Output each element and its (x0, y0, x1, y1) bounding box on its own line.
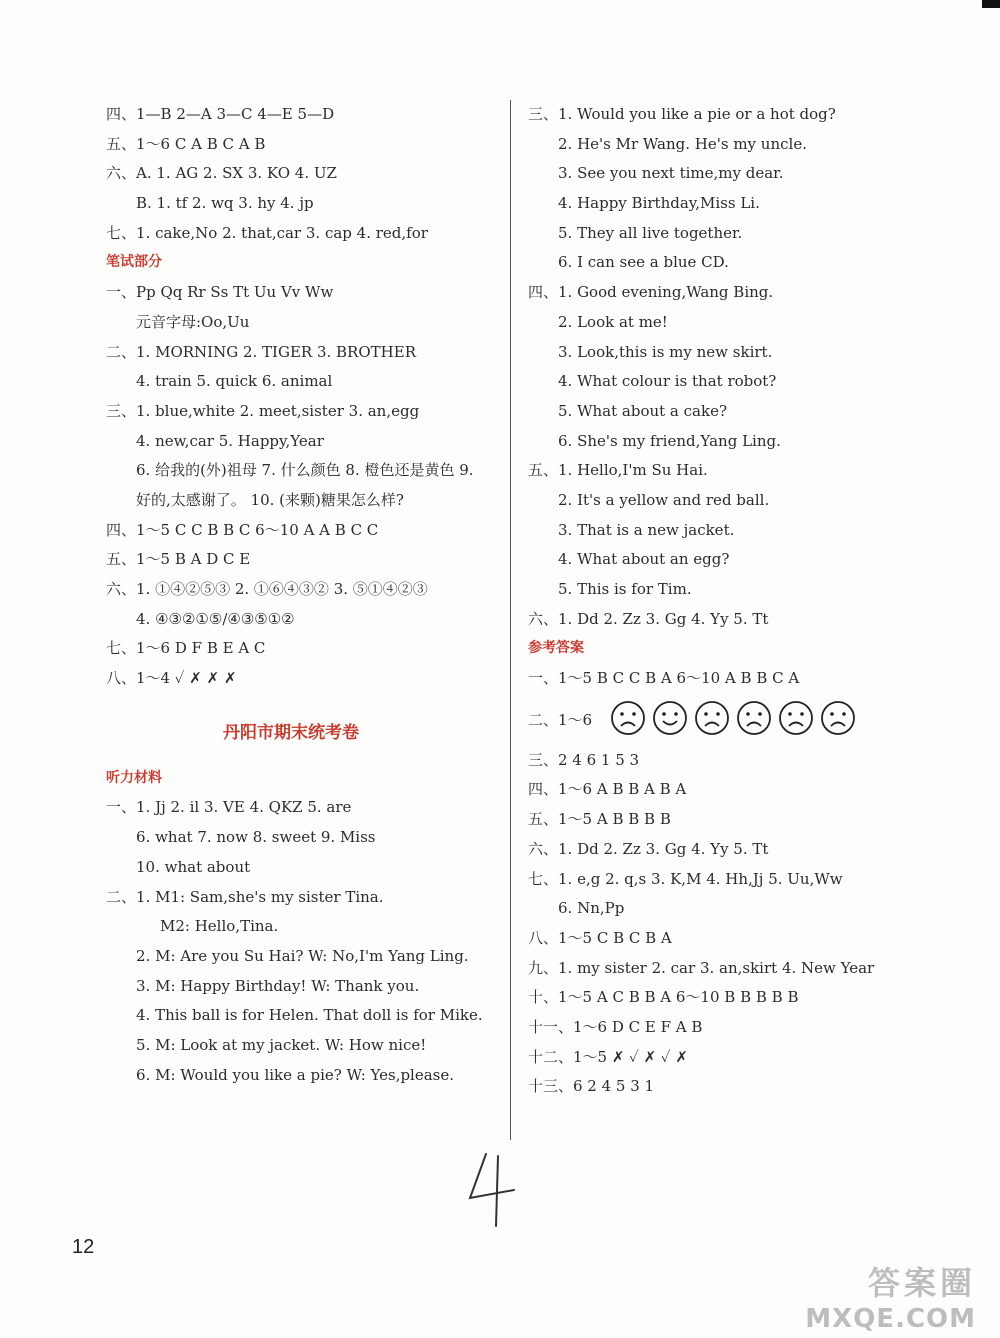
column-divider (510, 100, 511, 1140)
page-number: 12 (72, 1236, 95, 1258)
answer-line: 6. 给我的(外)祖母 7. 什么颜色 8. 橙色还是黄色 9. 好的,太感谢了。 10. (来颗)糖果怎么样? (136, 461, 474, 509)
answer-line: 一、1. Jj 2. il 3. VE 4. QKZ 5. are (106, 798, 352, 817)
face-answers (610, 700, 856, 736)
answer-line: 十三、6 2 4 5 3 1 (528, 1077, 655, 1096)
answer-line: 4. ④③②①⑤/④③⑤①② (136, 609, 295, 628)
answer-line: 4. train 5. quick 6. animal (136, 372, 333, 391)
answer-line: 5. They all live together. (558, 223, 743, 242)
written-section-heading: 笔试部分 (106, 254, 162, 271)
handwritten-four-icon (464, 1150, 524, 1230)
sad-face-icon (610, 700, 646, 736)
sad-face-icon (736, 700, 772, 736)
answer-line: 六、1. ①④②⑤③ 2. ①⑥④③② 3. ⑤①④②③ (106, 580, 428, 599)
answer-line: M2: Hello,Tina. (160, 917, 279, 936)
answer-line: 6. She's my friend,Yang Ling. (558, 431, 781, 450)
answer-line: 2. M: Are you Su Hai? W: No,I'm Yang Ling. (136, 946, 469, 965)
answer-line: 3. Look,this is my new skirt. (558, 342, 773, 361)
watermark-logo: 答案圈 MXQE.COM (805, 1264, 976, 1334)
sad-face-icon (778, 700, 814, 736)
answer-line: 5. M: Look at my jacket. W: How nice! (136, 1035, 427, 1054)
answer-line: 四、1～5 C C B B C 6～10 A A B C C (106, 520, 379, 539)
answer-line: 4. Happy Birthday,Miss Li. (558, 194, 760, 213)
answer-line: 三、2 4 6 1 5 3 (528, 750, 640, 769)
answer-line: 3. That is a new jacket. (558, 520, 735, 539)
answer-line: 五、1. Hello,I'm Su Hai. (528, 461, 708, 480)
answers-section-heading: 参考答案 (528, 640, 584, 657)
answer-line: 6. what 7. now 8. sweet 9. Miss (136, 828, 376, 847)
answer-line: 七、1～6 D F B E A C (106, 639, 266, 658)
answer-line: 3. See you next time,my dear. (558, 164, 784, 183)
answer-line: 二、1～6 (528, 710, 593, 729)
answer-line: 三、1. blue,white 2. meet,sister 3. an,egg (106, 401, 420, 420)
answer-line: 一、1～5 B C C B A 6～10 A B B C A (528, 669, 800, 688)
answer-line: 4. new,car 5. Happy,Year (136, 431, 324, 450)
answer-line: 三、1. Would you like a pie or a hot dog? (528, 105, 836, 123)
answer-line: 七、1. e,g 2. q,s 3. K,M 4. Hh,Jj 5. Uu,Ww (528, 869, 843, 888)
answer-line: 八、1～5 C B C B A (528, 928, 672, 947)
answer-line: 五、1～5 A B B B B (528, 810, 671, 829)
answer-line: 十一、1～6 D C E F A B (528, 1017, 703, 1036)
answer-line: 七、1. cake,No 2. that,car 3. cap 4. red,for (106, 223, 428, 242)
answer-line: 5. What about a cake? (558, 401, 727, 420)
answer-line: 5. This is for Tim. (558, 580, 692, 598)
answer-line: 2. He's Mr Wang. He's my uncle. (558, 134, 807, 153)
corner-mark (982, 0, 1000, 8)
answer-line: 四、1—B 2—A 3—C 4—E 5—D (106, 105, 335, 123)
answer-line: 4. This ball is for Helen. That doll is for Mike. (136, 1006, 483, 1025)
answer-line: 4. What colour is that robot? (558, 372, 777, 391)
answer-line: 五、1～6 C A B C A B (106, 134, 266, 153)
left-column (106, 100, 496, 1090)
answer-line: 四、1. Good evening,Wang Bing. (528, 283, 774, 302)
answer-line: 八、1～4 ✓ ✗ ✗ ✗ (106, 669, 237, 688)
answer-line: 四、1～6 A B B A B A (528, 780, 687, 799)
answer-line: 二、1. MORNING 2. TIGER 3. BROTHER (106, 342, 416, 361)
answer-line: 九、1. my sister 2. car 3. an,skirt 4. New Year (528, 958, 875, 977)
answer-line: 2. Look at me! (558, 312, 668, 331)
answer-line: 2. It's a yellow and red ball. (558, 490, 770, 509)
answer-line: 六、A. 1. AG 2. SX 3. KO 4. UZ (106, 164, 337, 183)
answer-line: 3. M: Happy Birthday! W: Thank you. (136, 976, 420, 995)
answer-line: 6. Nn,Pp (558, 899, 625, 918)
listening-section-heading: 听力材料 (106, 769, 162, 786)
answer-line: 6. M: Would you like a pie? W: Yes,please. (136, 1065, 455, 1084)
answer-line: 十二、1～5 ✗ ✓ ✗ ✓ ✗ (528, 1047, 688, 1066)
answer-line: 元音字母:Oo,Uu (136, 312, 250, 331)
sad-face-icon (694, 700, 730, 736)
answer-line: 六、1. Dd 2. Zz 3. Gg 4. Yy 5. Tt (528, 609, 769, 628)
section-title: 丹阳市期末统考卷 (223, 722, 359, 743)
answer-line: 五、1～5 B A D C E (106, 550, 251, 569)
answer-line: 十、1～5 A C B B A 6～10 B B B B B (528, 988, 799, 1007)
answer-line: 10. what about (136, 857, 251, 876)
answer-line: 二、1. M1: Sam,she's my sister Tina. (106, 887, 384, 906)
happy-face-icon (652, 700, 688, 736)
answer-line: 六、1. Dd 2. Zz 3. Gg 4. Yy 5. Tt (528, 839, 769, 858)
right-column (528, 100, 968, 1102)
answer-line: 4. What about an egg? (558, 550, 730, 569)
sad-face-icon (820, 700, 856, 736)
answer-line: B. 1. tf 2. wq 3. hy 4. jp (136, 194, 314, 213)
answer-line: 一、Pp Qq Rr Ss Tt Uu Vv Ww (106, 283, 334, 302)
answer-line: 6. I can see a blue CD. (558, 253, 729, 272)
